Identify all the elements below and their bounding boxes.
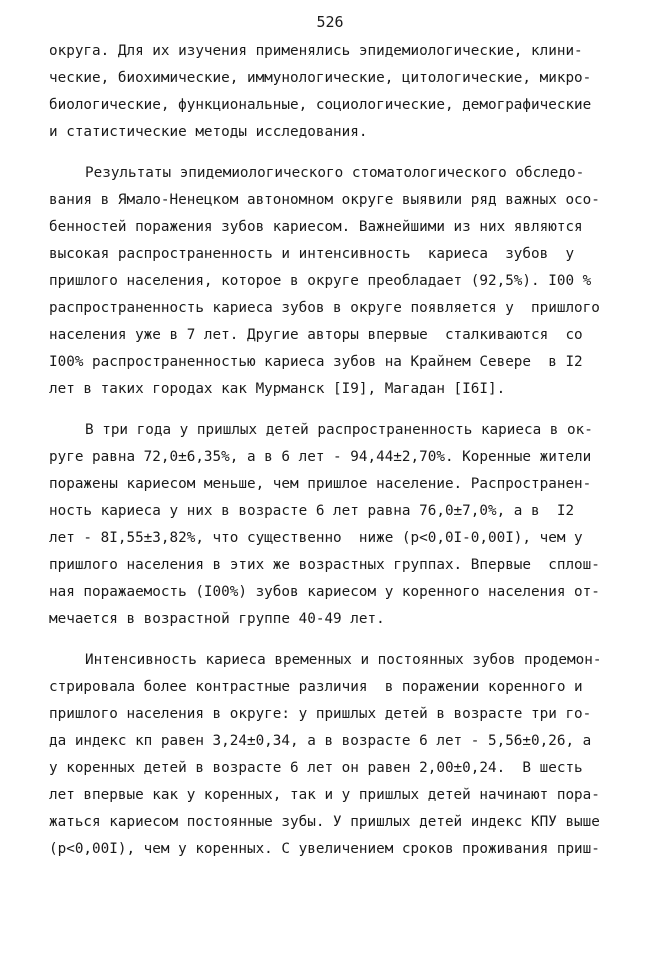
text-line: лет впервые как у коренных, так и у пришлых детей начинают пора- <box>49 787 600 803</box>
text-line: стрировала более контрастные различия в поражении коренного и <box>49 679 583 695</box>
text-line: бенностей поражения зубов кариесом. Важнейшими из них являются <box>49 219 583 235</box>
text-line: населения уже в 7 лет. Другие авторы впервые сталкиваются со <box>49 327 583 343</box>
text-line: ная поражаемость (I00%) зубов кариесом у коренного населения от- <box>49 584 600 600</box>
text-line: пришлого населения, которое в округе преобладает (92,5%). I00 % <box>49 273 592 289</box>
text-line: I00% распространенностью кариеса зубов на Крайнем Севере в I2 <box>49 354 583 370</box>
text-line: мечается в возрастной группе 40-49 лет. <box>49 611 385 627</box>
text-line: лет - 8I,55±3,82%, что существенно ниже (p<0,0I-0,00I), чем у <box>49 530 583 546</box>
page-number: 526 <box>316 13 344 31</box>
paragraph <box>49 160 634 403</box>
paragraph <box>49 647 634 863</box>
text-line: распространенность кариеса зубов в округе появляется у пришлого <box>49 300 600 316</box>
text-line: жаться кариесом постоянные зубы. У пришлых детей индекс КПУ выше <box>49 814 600 830</box>
text-line: пришлого населения в этих же возрастных группах. Впервые сплош- <box>49 557 600 573</box>
text-line: округа. Для их изучения применялись эпидемиологические, клини- <box>49 43 583 59</box>
text-line: Результаты эпидемиологического стоматологического обследо- <box>85 165 585 181</box>
text-line: биологические, функциональные, социологические, демографические <box>49 97 592 113</box>
text-line: (p<0,00I), чем у коренных. С увеличением сроков проживания приш- <box>49 841 600 857</box>
paragraph <box>49 417 634 633</box>
text-line: да индекс кп равен 3,24±0,34, а в возрасте 6 лет - 5,56±0,26, а <box>49 733 592 749</box>
text-line: В три года у пришлых детей распространенность кариеса в ок- <box>85 422 593 438</box>
text-line: ность кариеса у них в возрасте 6 лет равна 76,0±7,0%, а в I2 <box>49 503 575 519</box>
text-line: руге равна 72,0±6,35%, а в 6 лет - 94,44±2,70%. Коренные жители <box>49 449 592 465</box>
body-text <box>49 38 634 877</box>
text-line: высокая распространенность и интенсивность кариеса зубов у <box>49 246 575 262</box>
text-line: ческие, биохимические, иммунологические, цитологические, микро- <box>49 70 592 86</box>
text-line: вания в Ямало-Ненецком автономном округе выявили ряд важных осо- <box>49 192 600 208</box>
text-line: и статистические методы исследования. <box>49 124 368 140</box>
text-line: пришлого населения в округе: у пришлых детей в возрасте три го- <box>49 706 592 722</box>
text-line: поражены кариесом меньше, чем пришлое население. Распространен- <box>49 476 592 492</box>
text-line: лет в таких городах как Мурманск [I9], Магадан [I6I]. <box>49 381 506 397</box>
text-line: у коренных детей в возрасте 6 лет он равен 2,00±0,24. В шесть <box>49 760 583 776</box>
text-line: Интенсивность кариеса временных и постоянных зубов продемон- <box>85 652 602 668</box>
paragraph <box>49 38 634 146</box>
